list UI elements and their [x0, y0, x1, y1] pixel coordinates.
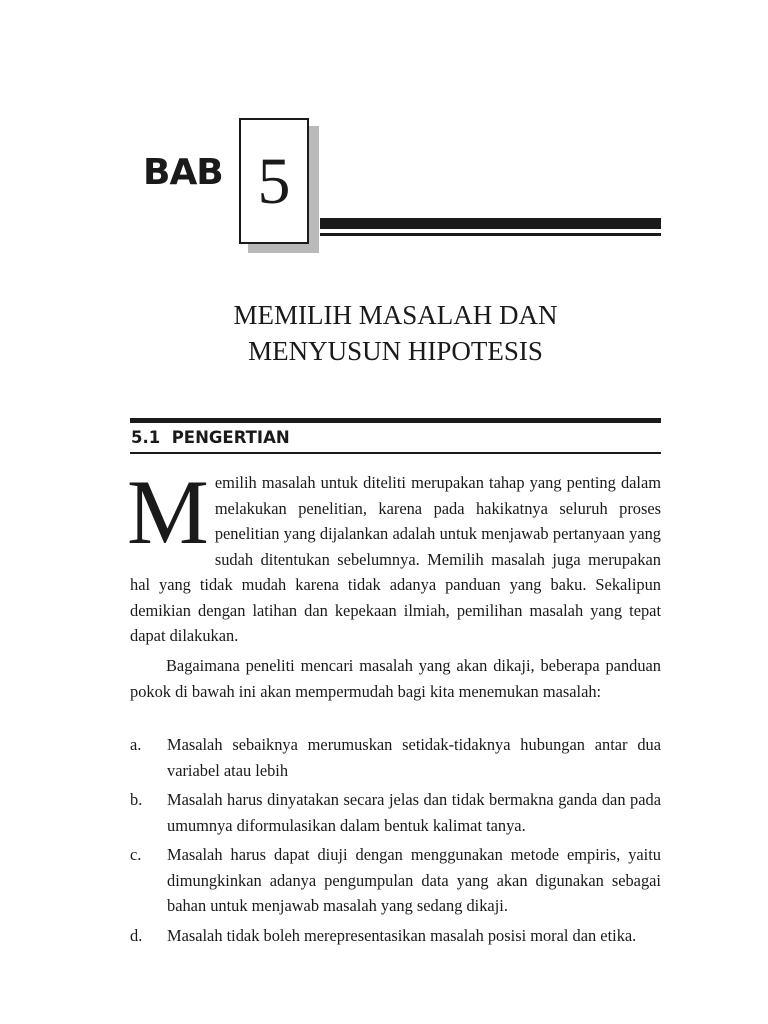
list-marker: b. [130, 790, 143, 809]
chapter-rule-thin [320, 233, 661, 236]
paragraph-2 [130, 653, 661, 704]
chapter-label: BAB [143, 152, 223, 193]
chapter-title-line2: MENYUSUN HIPOTESIS [248, 336, 543, 366]
paragraph-1-text: emilih masalah untuk diteliti merupakan tahap yang penting dalam melakukan penelitian, karena pada hakikatnya seluruh proses penelitian yang dijalankan adalah untuk menjawab pertanyaan yang sudah ditentukan sebelumnya. Memilih masalah juga merupakan hal yang tidak mudah karena tidak adanya panduan yang baku. Sekalipun demikian dengan latihan dan kepekaan ilmiah, pemilihan masalah yang tepat dapat dilakukan. [130, 473, 661, 645]
drop-cap: M [127, 461, 209, 563]
list-marker: d. [130, 925, 143, 945]
chapter-rule-thick [320, 218, 661, 229]
section-rule [130, 418, 661, 423]
list-item-text: Masalah tidak boleh merepresentasikan masalah posisi moral dan etika. [167, 925, 637, 945]
list-item-text: Masalah harus dapat diuji dengan menggunakan metode empiris, yaitu dimungkinkan adanya pengumpulan data yang akan digunakan sebagai bahan untuk menjawab masalah yang sedang dikaji. [167, 845, 661, 915]
list-item-text: Masalah harus dinyatakan secara jelas dan tidak bermakna ganda dan pada umumnya diformulasikan dalam bentuk kalimat tanya. [167, 790, 661, 835]
guideline-list [130, 732, 661, 952]
chapter-title-line1: MEMILIH MASALAH DAN [233, 300, 558, 330]
paragraph-1 [127, 461, 661, 649]
list-marker: a. [130, 735, 142, 754]
section-heading: 5.1 PENGERTIAN [131, 428, 290, 447]
list-item-text: Masalah sebaiknya merumuskan setidak-tidaknya hubungan antar dua variabel atau lebih [167, 735, 661, 780]
list-item [130, 842, 661, 919]
chapter-number-box: 5 [239, 118, 309, 244]
list-item [130, 732, 661, 783]
paragraph-2-text: Bagaimana peneliti mencari masalah yang akan dikaji, beberapa panduan pokok di bawah ini akan mempermudah bagi kita menemukan masalah: [130, 656, 661, 701]
list-item [130, 787, 661, 838]
section-underline [130, 452, 661, 454]
list-marker: c. [130, 845, 142, 864]
chapter-title [130, 297, 661, 369]
list-item [130, 923, 661, 949]
